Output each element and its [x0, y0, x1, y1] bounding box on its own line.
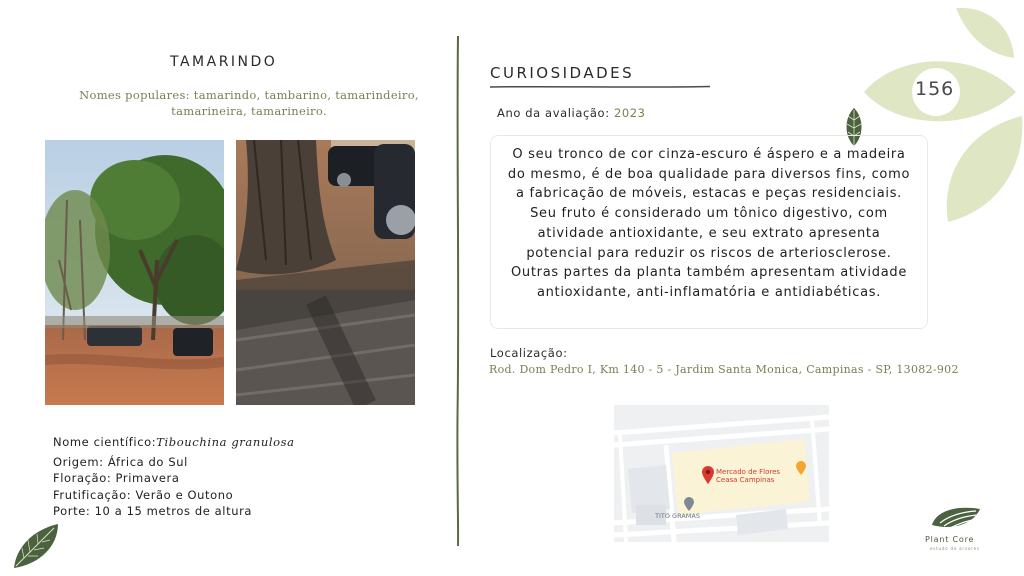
column-divider [455, 36, 461, 546]
map-marker-icon [796, 461, 806, 475]
map-street-label: TITO GRAMAS [655, 512, 700, 520]
origin: Origem: África do Sul [53, 454, 188, 469]
year-value: 2023 [613, 106, 646, 120]
map-place-line1: Mercado de Flores [716, 468, 781, 476]
leaf-icon [10, 522, 62, 570]
fruiting: Frutificação: Verão e Outono [53, 487, 234, 502]
location-address: Rod. Dom Pedro I, Km 140 - 5 - Jardim Santa Monica, Campinas - SP, 13082-902 [489, 363, 959, 376]
trunk-photo [236, 140, 415, 405]
map-place-line2: Ceasa Campinas [716, 476, 775, 484]
curiosities-heading: CURIOSIDADES [490, 64, 635, 82]
popular-names: Nomes populares: tamarindo, tambarino, tamarindeiro, tamarineira, tamarineiro. [79, 88, 419, 118]
flowering: Floração: Primavera [53, 471, 180, 485]
curiosities-text: O seu tronco de cor cinza-escuro é áspero e a madeira do mesmo, é de boa qualidade para diversos fins, como a fabricação de móveis, estacas e peças residenciais. Seu fruto é considerado um tônico digestivo, com atividade antioxidante, e seu extrato apresenta potencial para reduzir os riscos de arteriosclerose. Outras partes da planta também apresentam atividade antioxidante, anti-inflamatória e antidiabéticas. [490, 135, 928, 329]
map-pin-icon[interactable] [702, 466, 714, 484]
logo-name: Plant Core [925, 535, 975, 544]
evaluation-year [497, 106, 646, 120]
scientific-name-label: Nome científico: [53, 435, 157, 449]
scientific-name [53, 434, 295, 451]
tree-photo [45, 140, 224, 405]
heading-underline [490, 85, 710, 89]
plant-core-logo [930, 503, 982, 533]
tree-facts [53, 434, 295, 520]
page-title: TAMARINDO [170, 54, 278, 70]
scientific-name-value: Tibouchina granulosa [156, 435, 295, 449]
location-map[interactable] [614, 405, 829, 542]
size: Porte: 10 a 15 metros de altura [53, 504, 253, 518]
logo-tagline: estudo de arvores [930, 546, 980, 551]
map-marker-icon [684, 497, 694, 511]
map-place-label [716, 468, 780, 484]
page-number: 156 [915, 78, 955, 100]
year-label: Ano da avaliação: [497, 106, 610, 120]
location-label: Localização: [490, 346, 568, 360]
